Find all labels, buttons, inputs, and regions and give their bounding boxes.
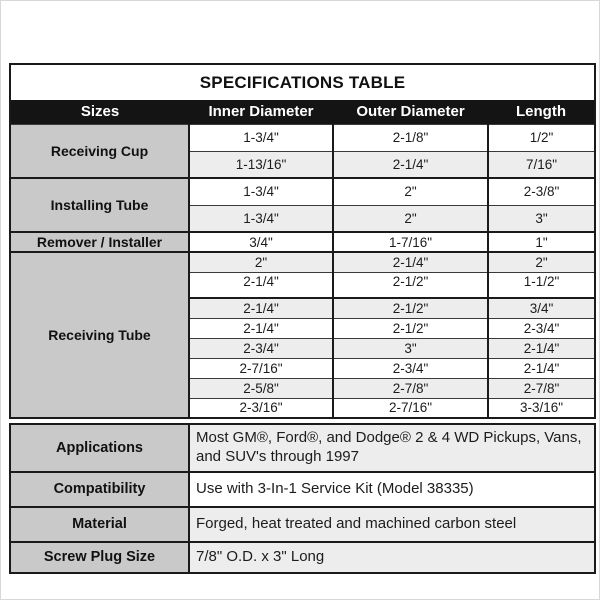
cell-length: 1" — [488, 232, 595, 252]
cell-length: 3/4" — [488, 298, 595, 318]
table-row — [10, 178, 595, 205]
group-label-installing-tube: Installing Tube — [10, 178, 189, 232]
cell-length: 1/2" — [488, 124, 595, 151]
cell-length: 2-3/8" — [488, 178, 595, 205]
column-header-inner-diameter: Inner Diameter — [189, 100, 333, 124]
cell-inner-diameter: 2-7/16" — [189, 358, 333, 378]
cell-inner-diameter: 2-3/16" — [189, 398, 333, 418]
column-header-sizes: Sizes — [10, 100, 189, 124]
cell-length: 7/16" — [488, 151, 595, 178]
table-row — [10, 232, 595, 252]
cell-inner-diameter: 2-3/4" — [189, 338, 333, 358]
info-label-applications: Applications — [10, 424, 189, 472]
cell-length: 2-1/4" — [488, 338, 595, 358]
info-value-applications: Most GM®, Ford®, and Dodge® 2 & 4 WD Pickups, Vans, and SUV's through 1997 — [189, 424, 595, 472]
group-label-remover-installer: Remover / Installer — [10, 232, 189, 252]
cell-outer-diameter: 2-1/2" — [333, 318, 488, 338]
cell-outer-diameter: 2-7/8" — [333, 378, 488, 398]
cell-outer-diameter: 2-3/4" — [333, 358, 488, 378]
cell-outer-diameter: 1-7/16" — [333, 232, 488, 252]
cell-inner-diameter: 2-1/4" — [189, 272, 333, 298]
info-label-compatibility: Compatibility — [10, 472, 189, 507]
cell-length: 1-1/2" — [488, 272, 595, 298]
cell-outer-diameter: 2" — [333, 178, 488, 205]
cell-inner-diameter: 2-5/8" — [189, 378, 333, 398]
cell-length: 3-3/16" — [488, 398, 595, 418]
cell-outer-diameter: 2-1/2" — [333, 298, 488, 318]
info-label-screw-plug-size: Screw Plug Size — [10, 542, 189, 573]
group-label-receiving-cup: Receiving Cup — [10, 124, 189, 178]
cell-length: 2-7/8" — [488, 378, 595, 398]
cell-outer-diameter: 2-1/4" — [333, 151, 488, 178]
info-label-material: Material — [10, 507, 189, 542]
cell-outer-diameter: 2-7/16" — [333, 398, 488, 418]
table-row — [10, 424, 595, 472]
spec-table-title-row — [10, 64, 595, 100]
cell-inner-diameter: 1-3/4" — [189, 178, 333, 205]
cell-length: 3" — [488, 205, 595, 232]
cell-inner-diameter: 3/4" — [189, 232, 333, 252]
table-row — [10, 472, 595, 507]
cell-inner-diameter: 1-3/4" — [189, 205, 333, 232]
info-value-compatibility: Use with 3-In-1 Service Kit (Model 38335) — [189, 472, 595, 507]
cell-length: 2-1/4" — [488, 358, 595, 378]
cell-length: 2-3/4" — [488, 318, 595, 338]
cell-inner-diameter: 2-1/4" — [189, 298, 333, 318]
table-row — [10, 507, 595, 542]
column-header-outer-diameter: Outer Diameter — [333, 100, 488, 124]
column-header-length: Length — [488, 100, 595, 124]
cell-outer-diameter: 2-1/8" — [333, 124, 488, 151]
table-row — [10, 542, 595, 573]
cell-inner-diameter: 1-13/16" — [189, 151, 333, 178]
cell-inner-diameter: 2-1/4" — [189, 318, 333, 338]
table-row — [10, 252, 595, 272]
group-label-receiving-tube: Receiving Tube — [10, 252, 189, 418]
cell-outer-diameter: 2-1/2" — [333, 272, 488, 298]
spec-table — [9, 63, 596, 419]
spec-table-header-row — [10, 100, 595, 124]
page-title: SPECIFICATIONS TABLE — [10, 64, 595, 100]
cell-inner-diameter: 2" — [189, 252, 333, 272]
cell-length: 2" — [488, 252, 595, 272]
cell-outer-diameter: 3" — [333, 338, 488, 358]
table-row — [10, 124, 595, 151]
cell-outer-diameter: 2-1/4" — [333, 252, 488, 272]
cell-inner-diameter: 1-3/4" — [189, 124, 333, 151]
info-table — [9, 423, 596, 574]
cell-outer-diameter: 2" — [333, 205, 488, 232]
info-value-material: Forged, heat treated and machined carbon steel — [189, 507, 595, 542]
info-value-screw-plug-size: 7/8" O.D. x 3" Long — [189, 542, 595, 573]
